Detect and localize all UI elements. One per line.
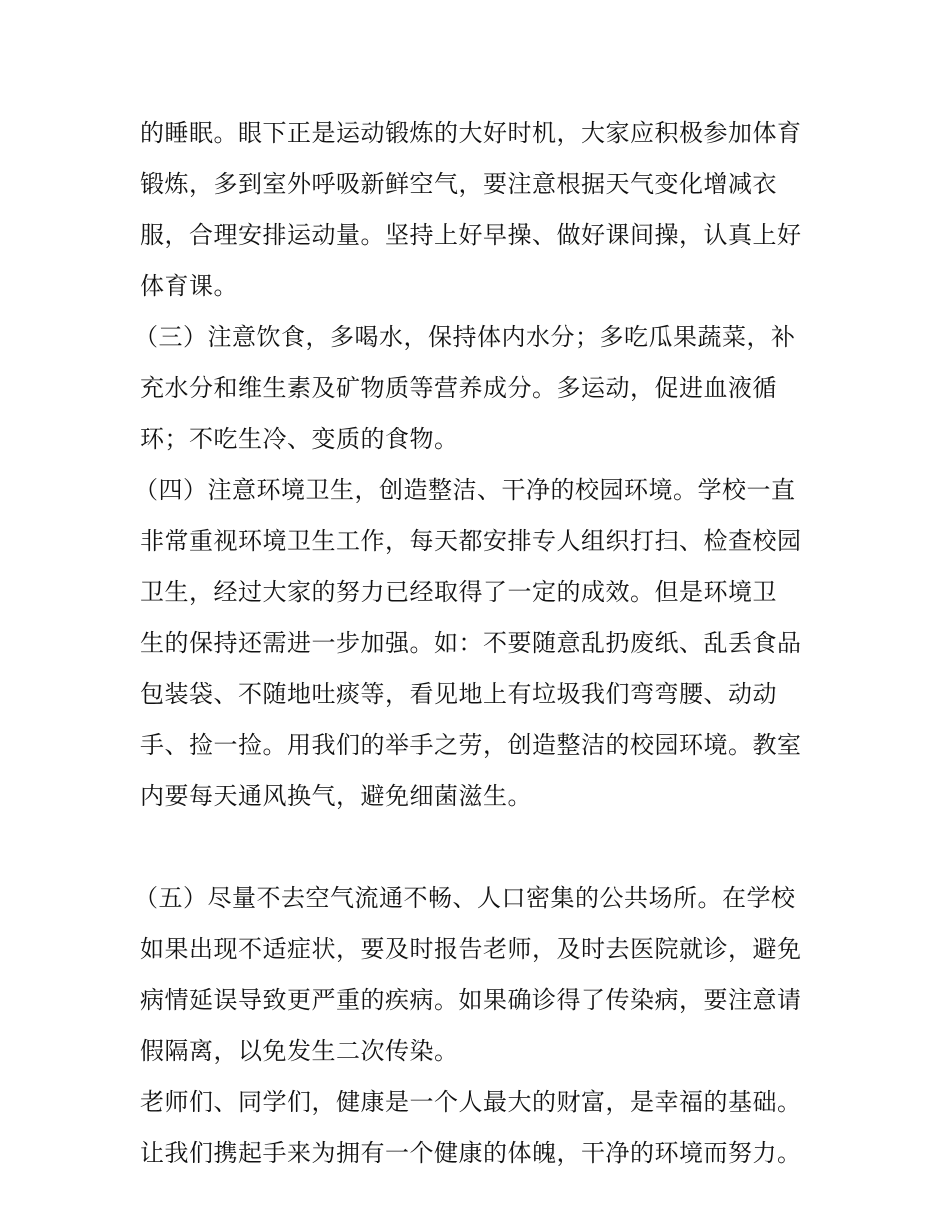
text-line [140, 822, 820, 873]
paragraph-closing [140, 1077, 820, 1179]
paragraph-intro-continued [140, 108, 820, 312]
text-line: 让我们携起手来为拥有一个健康的体魄，干净的环境而努力。 [140, 1139, 802, 1167]
text-line: （五）尽量不去空气流通不畅、人口密集的公共场所。在学校 [134, 884, 796, 912]
text-line: 非常重视环境卫生工作，每天都安排专人组织打扫、检查校园 [140, 527, 802, 555]
text-line: 环；不吃生冷、变质的食物。 [140, 425, 459, 453]
text-line: （四）注意环境卫生，创造整洁、干净的校园环境。学校一直 [134, 476, 796, 504]
text-line: 生的保持还需进一步加强。如：不要随意乱扔废纸、乱丢食品 [140, 629, 802, 657]
text-line: 包装袋、不随地吐痰等，看见地上有垃圾我们弯弯腰、动动 [140, 680, 777, 708]
text-line: 的睡眠。眼下正是运动锻炼的大好时机，大家应积极参加体育 [140, 119, 802, 147]
text-line: 如果出现不适症状，要及时报告老师，及时去医院就诊，避免 [140, 935, 802, 963]
document-body [134, 108, 820, 1179]
paragraph-section-5 [134, 873, 820, 1077]
text-line: 内要每天通风换气，避免细菌滋生。 [140, 782, 532, 810]
text-line: 老师们、同学们，健康是一个人最大的财富，是幸福的基础。 [140, 1088, 802, 1116]
paragraph-section-3 [134, 312, 820, 465]
text-line: 充水分和维生素及矿物质等营养成分。多运动，促进血液循 [140, 374, 777, 402]
text-line: 病情延误导致更严重的疾病。如果确诊得了传染病，要注意请 [140, 986, 802, 1014]
text-line: 卫生，经过大家的努力已经取得了一定的成效。但是环境卫 [140, 578, 777, 606]
text-line: 服，合理安排运动量。坚持上好早操、做好课间操，认真上好 [140, 221, 802, 249]
text-line: 手、捡一捡。用我们的举手之劳，创造整洁的校园环境。教室 [140, 731, 802, 759]
text-line: （三）注意饮食，多喝水，保持体内水分；多吃瓜果蔬菜，补 [134, 323, 796, 351]
text-line: 假隔离，以免发生二次传染。 [140, 1037, 459, 1065]
text-line: 锻炼，多到室外呼吸新鲜空气，要注意根据天气变化增减衣 [140, 170, 777, 198]
paragraph-section-4 [134, 465, 820, 873]
text-line: 体育课。 [140, 272, 238, 300]
